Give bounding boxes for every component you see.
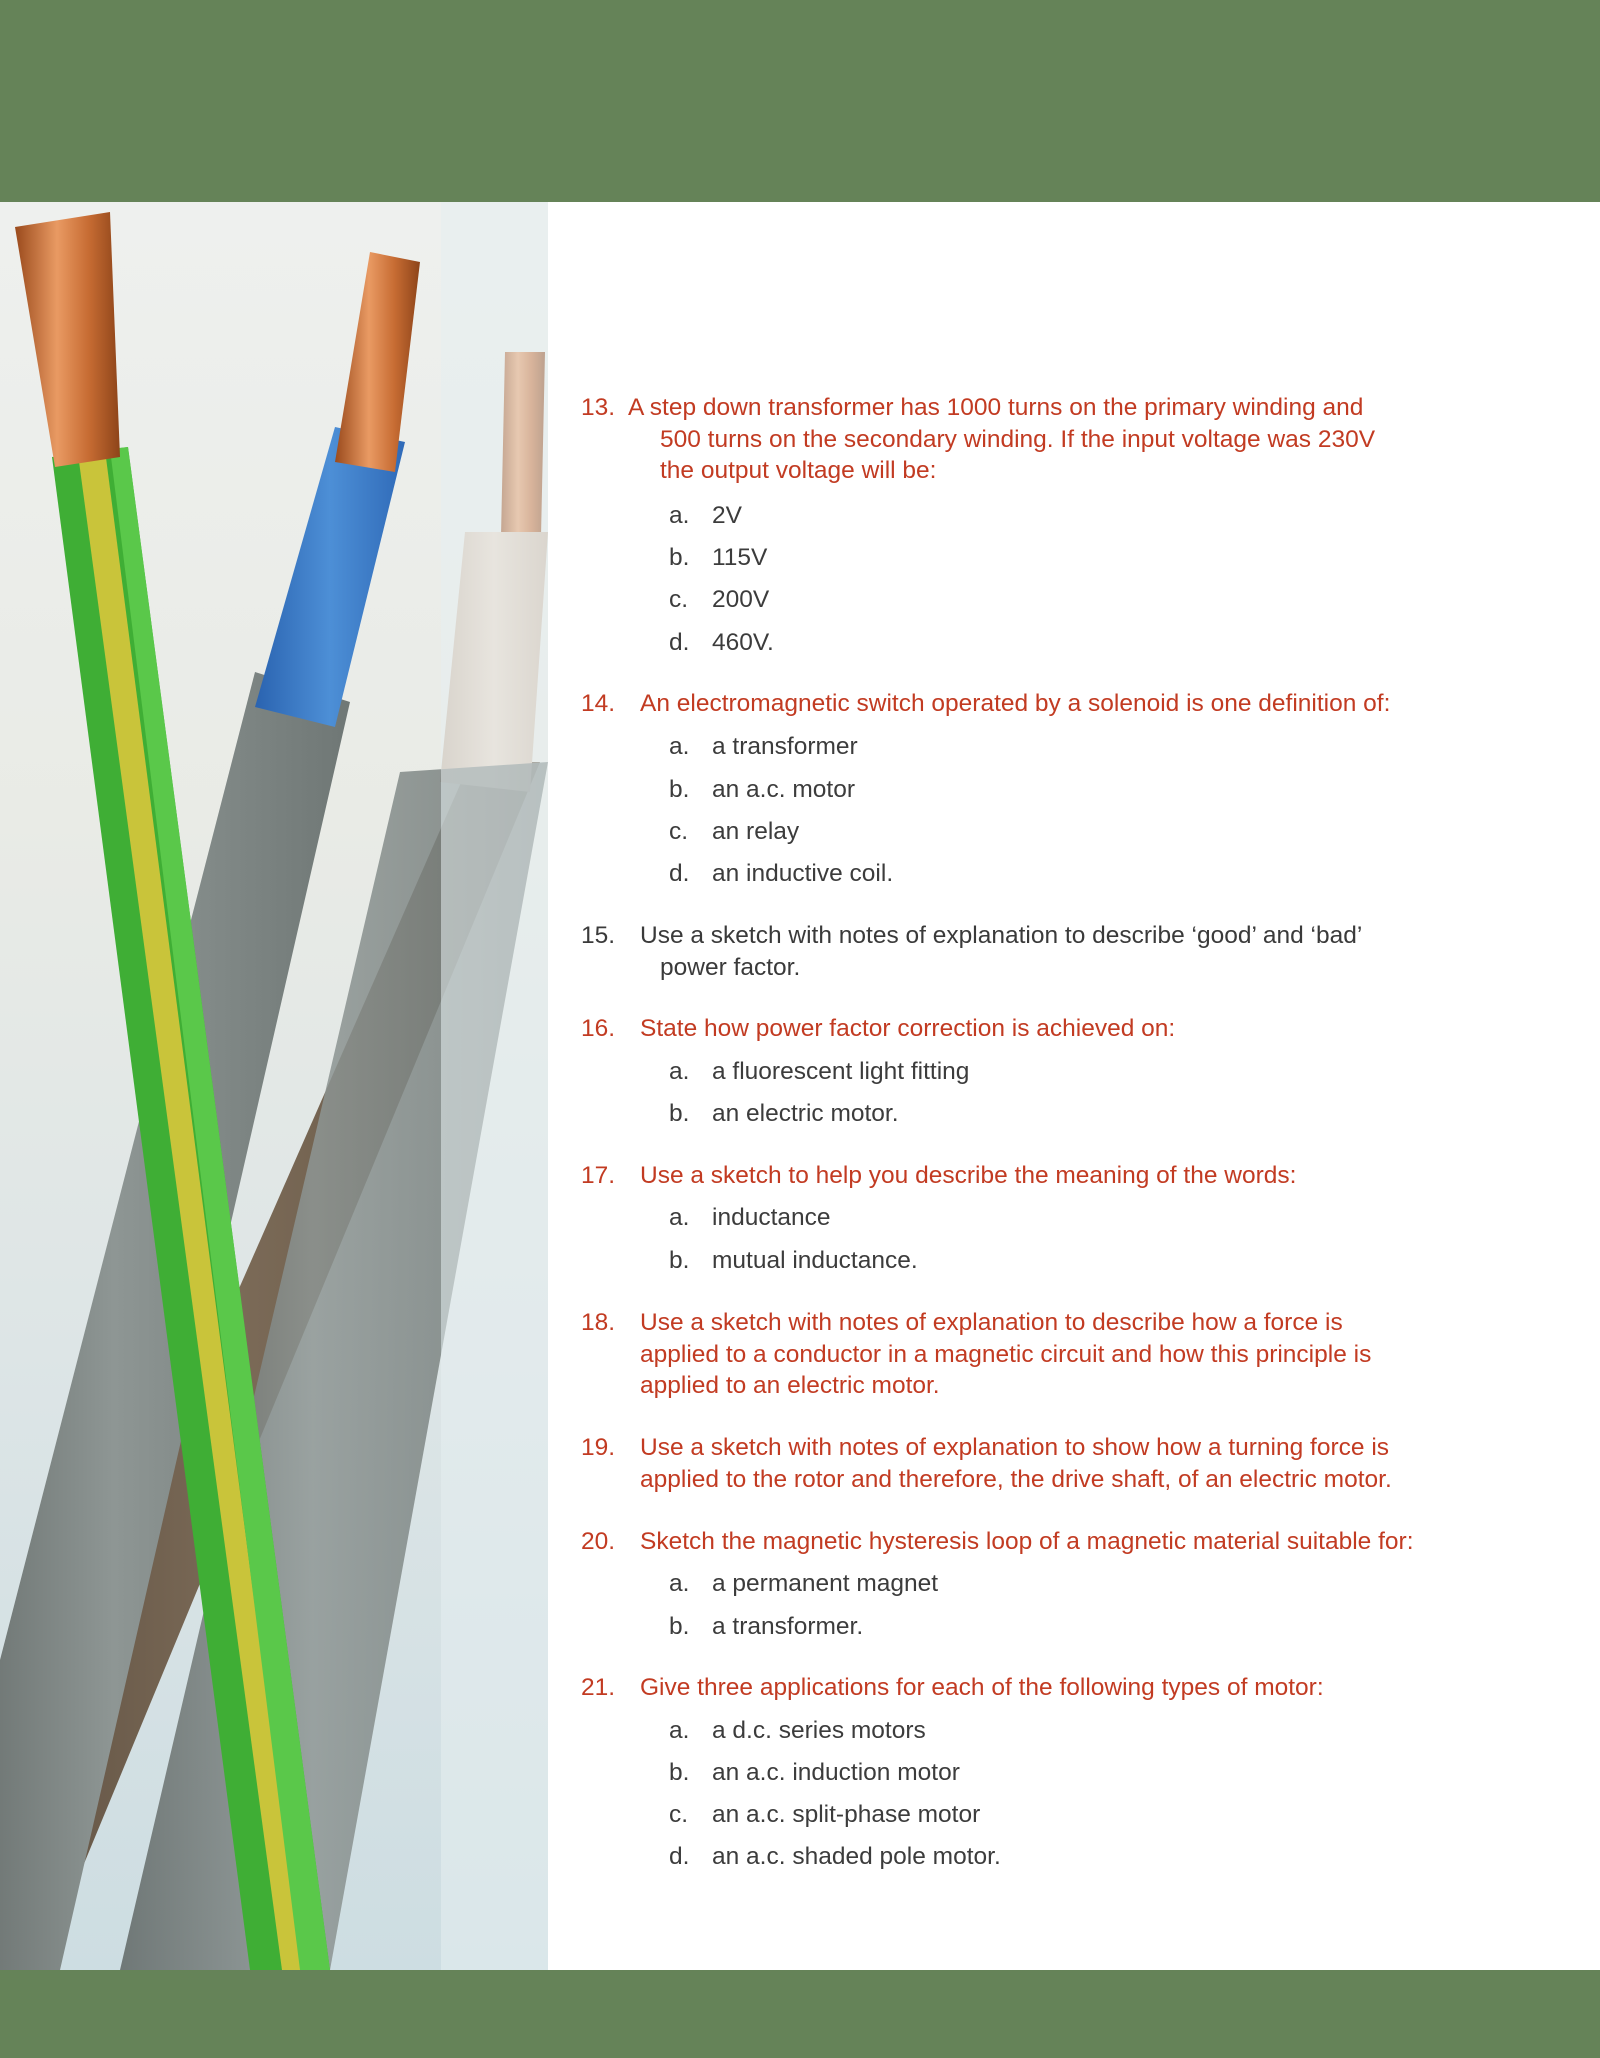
option-text: 460V. — [712, 629, 774, 656]
option-letter: c. — [669, 586, 689, 613]
question-number: 21. — [581, 1674, 616, 1701]
question-list — [548, 202, 1600, 1970]
option-text: a fluorescent light fitting — [712, 1058, 970, 1085]
option-text: an a.c. shaded pole motor. — [712, 1843, 1001, 1870]
option-letter: d. — [669, 1843, 690, 1870]
option-letter: b. — [669, 1247, 690, 1274]
option-text: a transformer. — [712, 1613, 864, 1640]
option-text: an inductive coil. — [712, 860, 894, 887]
question-text-continuation: applied to the rotor and therefore, the drive shaft, of an electric motor. — [640, 1465, 1392, 1493]
question-text: A step down transformer has 1000 turns on the primary winding and — [628, 394, 1364, 421]
question-number: 20. — [581, 1528, 616, 1555]
question-text: Use a sketch with notes of explanation to describe ‘good’ and ‘bad’ — [640, 922, 1363, 949]
option-letter: a. — [669, 1717, 690, 1744]
question-number: 17. — [581, 1162, 616, 1189]
question-19 — [581, 1432, 1581, 1495]
question-text: Use a sketch with notes of explanation to describe how a force is — [640, 1309, 1343, 1336]
option-letter: b. — [669, 776, 690, 803]
question-text: State how power factor correction is achieved on: — [640, 1015, 1176, 1042]
question-text: An electromagnetic switch operated by a solenoid is one definition of: — [640, 690, 1391, 717]
question-15 — [581, 920, 1581, 983]
question-14 — [581, 688, 1581, 720]
question-number: 15. — [581, 922, 616, 949]
question-number: 19. — [581, 1434, 616, 1461]
option-text: a transformer — [712, 733, 858, 760]
option-letter: b. — [669, 1100, 690, 1127]
option-text: an a.c. split-phase motor — [712, 1801, 981, 1828]
question-number: 13. — [581, 394, 616, 421]
question-number: 18. — [581, 1309, 616, 1336]
option-text: an relay — [712, 818, 800, 845]
option-text: a d.c. series motors — [712, 1717, 926, 1744]
option-letter: a. — [669, 1204, 690, 1231]
question-18 — [581, 1307, 1581, 1402]
photo-translucent-strip — [441, 202, 548, 1970]
option-text: inductance — [712, 1204, 831, 1231]
option-letter: a. — [669, 502, 690, 529]
question-number: 16. — [581, 1015, 616, 1042]
option-text: a permanent magnet — [712, 1570, 939, 1597]
option-text: an a.c. motor — [712, 776, 855, 803]
question-16 — [581, 1013, 1581, 1045]
question-text-continuation: applied to an electric motor. — [640, 1372, 940, 1399]
question-text: Sketch the magnetic hysteresis loop of a magnetic material suitable for: — [640, 1528, 1414, 1555]
question-text-continuation: applied to a conductor in a magnetic circuit and how this principle is — [640, 1340, 1372, 1368]
option-text: 115V — [712, 544, 768, 571]
option-letter: b. — [669, 1759, 690, 1786]
option-text: mutual inductance. — [712, 1247, 918, 1274]
question-20 — [581, 1526, 1581, 1558]
question-text: Use a sketch with notes of explanation to show how a turning force is — [640, 1434, 1390, 1461]
question-text-continuation: power factor. — [660, 953, 801, 981]
option-letter: a. — [669, 1570, 690, 1597]
question-17 — [581, 1160, 1581, 1192]
option-letter: c. — [669, 1801, 689, 1828]
question-21 — [581, 1672, 1581, 1704]
option-letter: a. — [669, 1058, 690, 1085]
option-text: 200V — [712, 586, 770, 613]
bottom-green-band — [0, 1970, 1600, 2058]
question-text: Use a sketch to help you describe the meaning of the words: — [640, 1162, 1297, 1189]
question-13 — [581, 392, 1581, 487]
option-letter: d. — [669, 860, 690, 887]
question-number: 14. — [581, 690, 616, 717]
cables-photo — [0, 202, 548, 1970]
option-letter: c. — [669, 818, 689, 845]
option-text: an a.c. induction motor — [712, 1759, 960, 1786]
option-letter: b. — [669, 544, 690, 571]
option-text: an electric motor. — [712, 1100, 899, 1127]
question-text-continuation: 500 turns on the secondary winding. If the input voltage was 230V — [660, 425, 1376, 453]
option-letter: a. — [669, 733, 690, 760]
top-green-band — [0, 0, 1600, 202]
question-text: Give three applications for each of the following types of motor: — [640, 1674, 1324, 1701]
option-text: 2V — [712, 502, 742, 529]
option-letter: d. — [669, 629, 690, 656]
question-text-continuation: the output voltage will be: — [660, 457, 937, 484]
option-letter: b. — [669, 1613, 690, 1640]
